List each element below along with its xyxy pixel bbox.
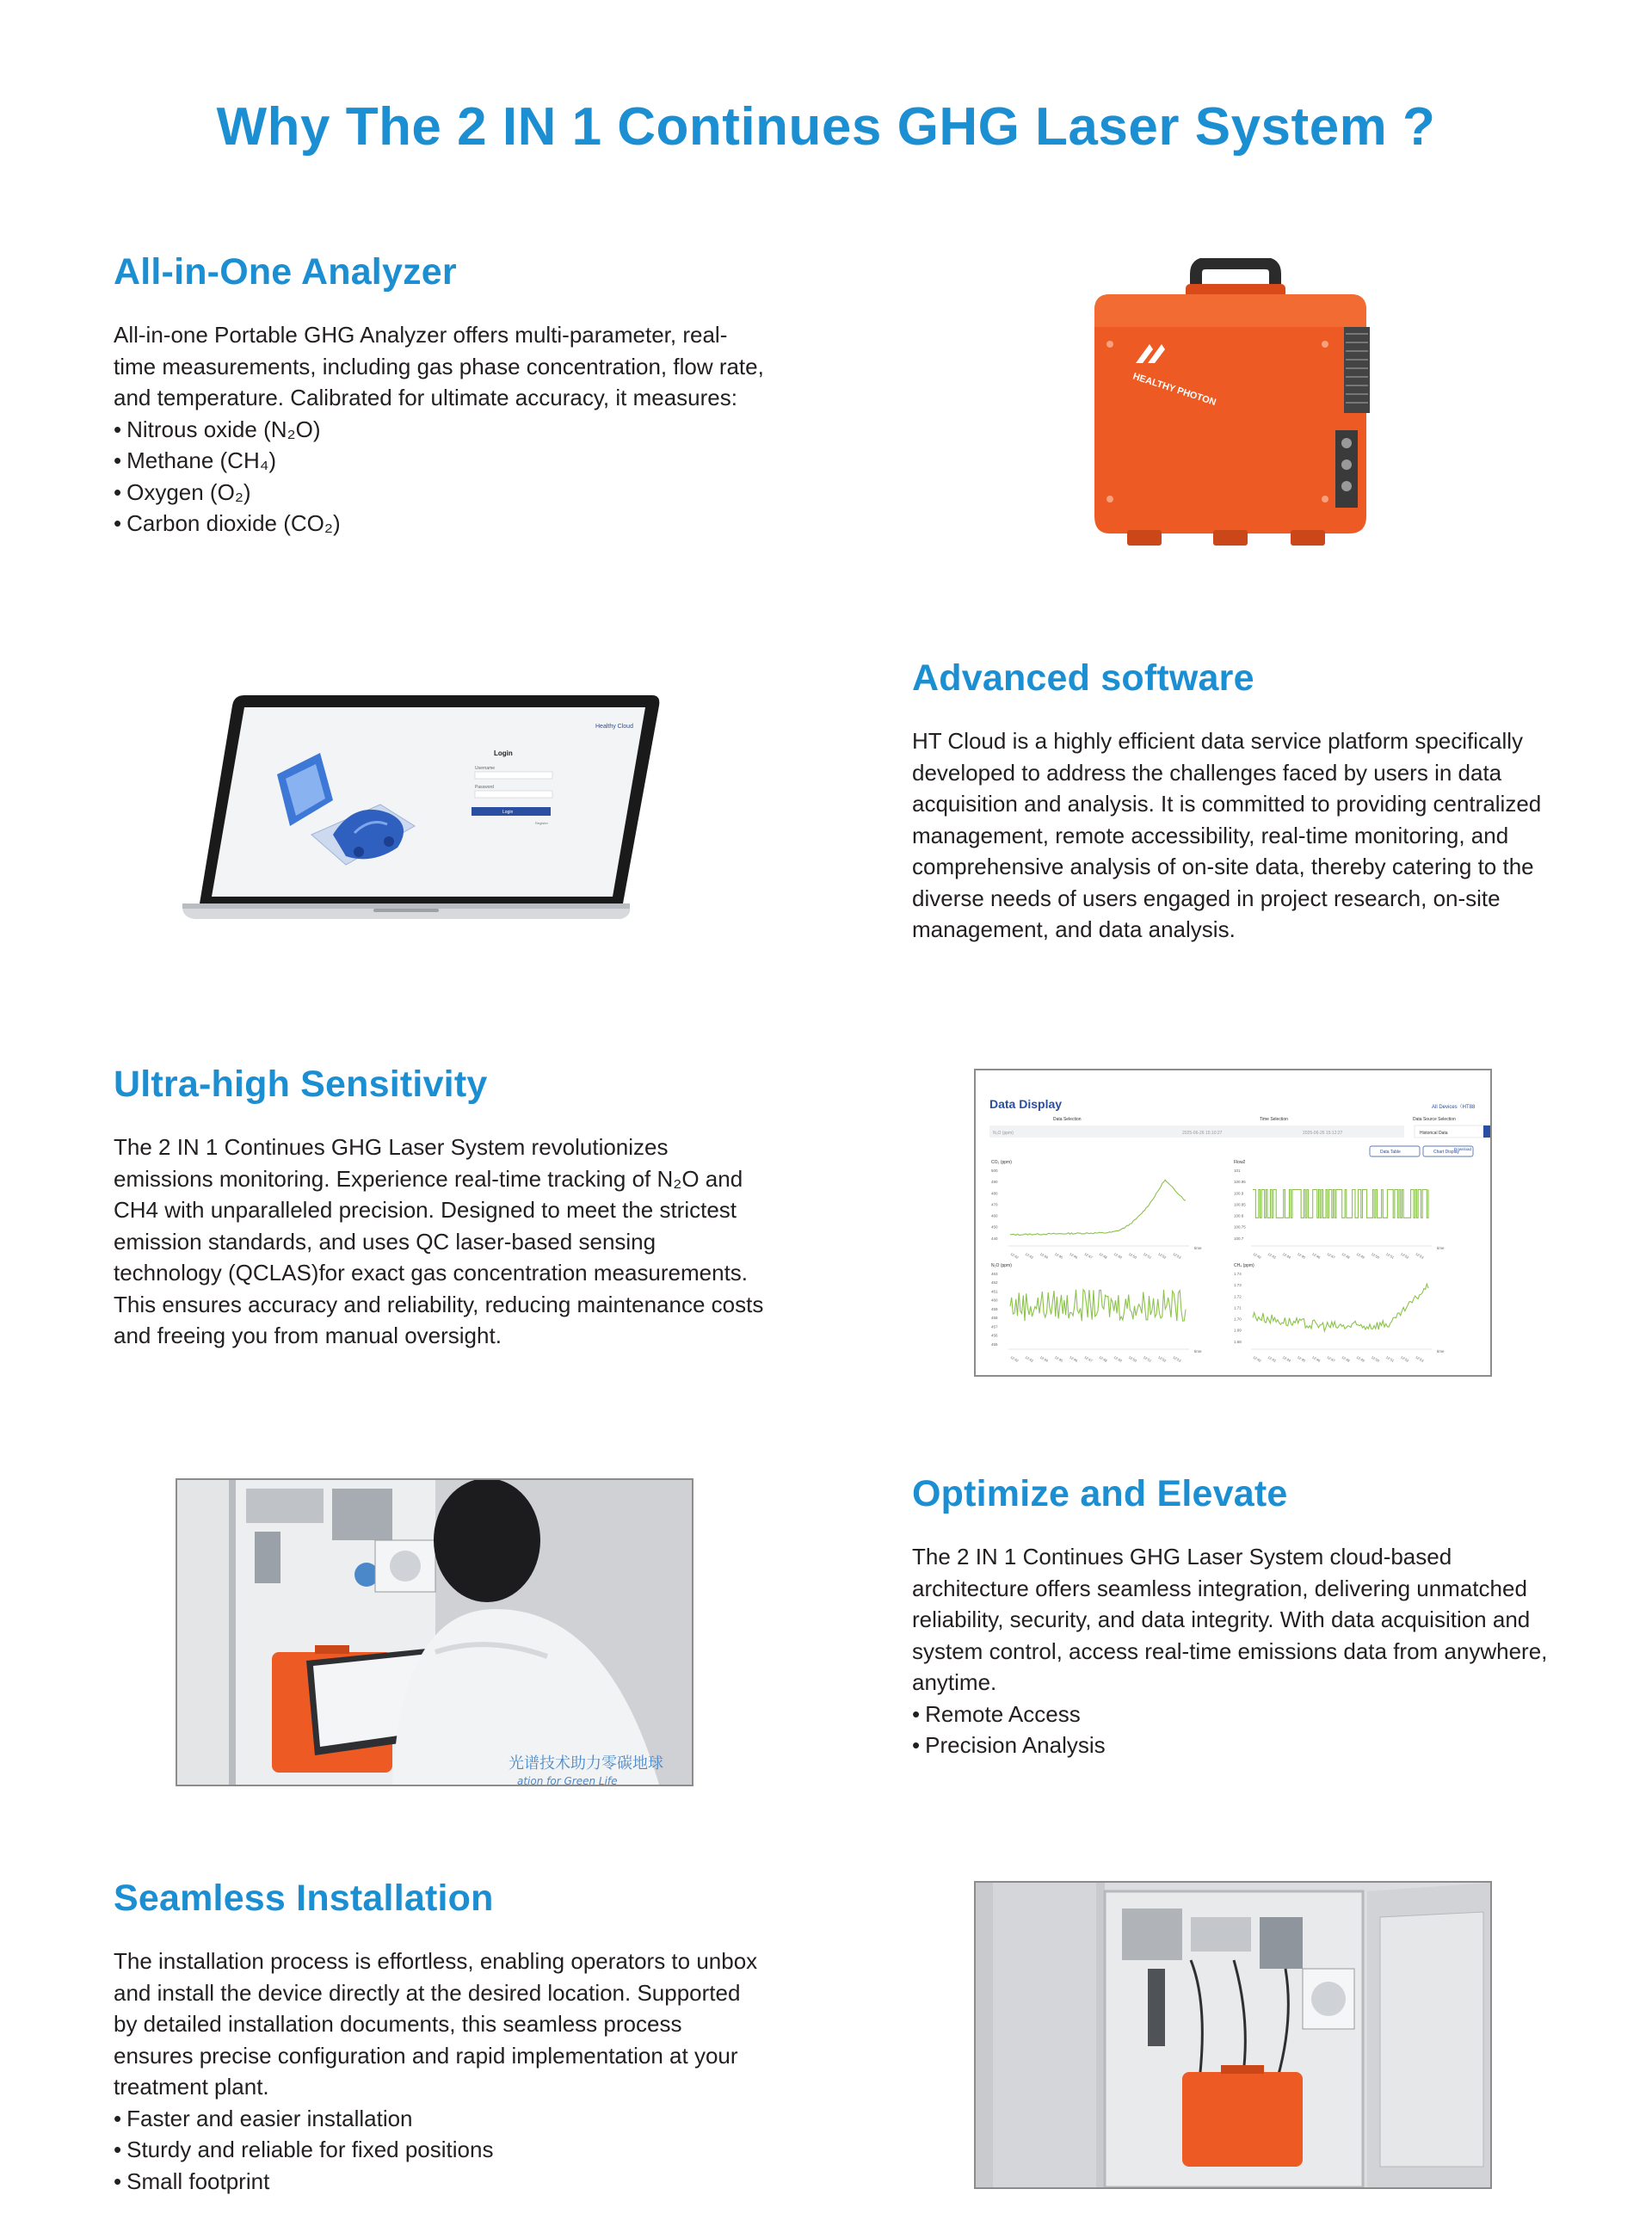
chart-x-tick: 12:44 xyxy=(1281,1251,1292,1260)
chart-x-tick: 12:46 xyxy=(1311,1251,1322,1260)
section-paragraph: The 2 IN 1 Continues GHG Laser System cloud-based architecture offers seamless integration, delivering unmatched reliability, security, and data integrity. With data acquisition and system control, access real-time emissions data from anywhere, anytime. xyxy=(912,1544,1548,1695)
dashboard-device: All Devices（HT88 xyxy=(1432,1105,1476,1110)
chart-x-tick: 12:53 xyxy=(1172,1354,1182,1363)
analyzer-case-drawing xyxy=(1076,258,1385,559)
section-paragraph: All-in-one Portable GHG Analyzer offers multi-parameter, real-time measurements, including gas phase concentration, flow rate, and temperature. Calibrated for ultimate accuracy, it measures: xyxy=(114,322,764,410)
chart-y-tick: 1.72 xyxy=(1234,1294,1242,1299)
installation-drawing xyxy=(976,1883,1490,2187)
chart-y-tick: 455 xyxy=(991,1341,998,1347)
chart-x-tick: 12:43 xyxy=(1267,1354,1277,1363)
chart-y-tick: 440 xyxy=(991,1236,998,1241)
section-heading: Advanced software xyxy=(912,657,1254,699)
bullet-item: • Sturdy and reliable for fixed positions xyxy=(114,2134,767,2166)
installation-photo xyxy=(974,1881,1492,2189)
bullet-item: • Oxygen (O₂) xyxy=(114,477,767,509)
chart-x-tick: 12:52 xyxy=(1157,1354,1168,1363)
bullet-item: • Faster and easier installation xyxy=(114,2103,767,2135)
chart-x-tick: 12:50 xyxy=(1370,1354,1381,1363)
chart-x-unit: time xyxy=(1437,1246,1445,1250)
chart-y-tick: 1.74 xyxy=(1234,1272,1242,1276)
chart-x-tick: 12:46 xyxy=(1069,1354,1079,1363)
dashboard-data-value: N₂O (ppm) xyxy=(993,1131,1014,1136)
chart-y-tick: 480 xyxy=(991,1191,998,1196)
chart-x-unit: time xyxy=(1194,1349,1202,1354)
chart-label: CO₂ (ppm) xyxy=(991,1160,1012,1165)
chart-y-tick: 100.85 xyxy=(1234,1202,1246,1207)
section-paragraph: The installation process is effortless, enabling operators to unbox and install the device directly at the desired location. Supported by detailed installation documents, this seamless process ensures precise configuration and rapid implementation at your treatment plant. xyxy=(114,1948,758,2100)
chart-y-tick: 1.71 xyxy=(1234,1305,1242,1310)
chart-x-tick: 12:53 xyxy=(1415,1354,1425,1363)
bullet-item: • Carbon dioxide (CO₂) xyxy=(114,508,767,540)
chart-x-tick: 12:48 xyxy=(1098,1354,1108,1363)
chart-y-tick: 460 xyxy=(991,1298,998,1303)
chart-y-tick: 460 xyxy=(991,1213,998,1218)
section-heading: Optimize and Elevate xyxy=(912,1473,1288,1514)
chart-series-line xyxy=(1253,1190,1428,1218)
section-paragraph: HT Cloud is a highly efficient data service platform specifically developed to address the challenges faced by users in data acquisition and analysis. It is committed to providing centralized management, remote accessibility, real-time monitoring, and comprehensive analysis of on-site data, thereby catering to the diverse needs of users engaged in project research, on-site management, and data analysis. xyxy=(912,728,1542,942)
chart-x-tick: 12:48 xyxy=(1341,1251,1351,1260)
chart-label: N₂O (ppm) xyxy=(991,1263,1012,1268)
dashboard-col-source: Data Source Selection xyxy=(1413,1117,1456,1122)
section-heading: Seamless Installation xyxy=(114,1878,494,1919)
chart-y-tick: 100.7 xyxy=(1234,1236,1244,1241)
laptop-password-label: Password xyxy=(475,785,494,790)
shirt-text-secondary: ation for Green Life xyxy=(517,1775,618,1785)
shirt-text: 光谱技术助力零碳地球 xyxy=(509,1754,663,1773)
chart-x-tick: 12:43 xyxy=(1024,1251,1034,1260)
dashboard-btn-chart: Chart Display xyxy=(1433,1150,1460,1155)
chart-x-tick: 12:44 xyxy=(1039,1251,1050,1260)
chart-x-tick: 12:44 xyxy=(1281,1354,1292,1363)
chart-series-line xyxy=(1253,1284,1428,1331)
bullet-item: • Precision Analysis xyxy=(912,1730,1566,1761)
chart-x-tick: 12:51 xyxy=(1385,1251,1396,1260)
chart-label: CH₄ (ppm) xyxy=(1234,1263,1254,1268)
chart-x-tick: 12:42 xyxy=(1252,1354,1262,1363)
chart-y-tick: 450 xyxy=(991,1224,998,1230)
dashboard-charts xyxy=(991,1160,1445,1363)
chart-label: Flow2 xyxy=(1234,1160,1246,1165)
section-heading: All-in-One Analyzer xyxy=(114,251,457,293)
dashboard-col-data: Data Selection xyxy=(1053,1117,1082,1122)
chart-x-tick: 12:48 xyxy=(1341,1354,1351,1363)
section-optimize-elevate xyxy=(912,1473,1566,1761)
chart-y-tick: 100.75 xyxy=(1234,1224,1246,1230)
chart-x-tick: 12:42 xyxy=(1009,1354,1020,1363)
chart-y-tick: 459 xyxy=(991,1306,998,1311)
chart-x-tick: 12:50 xyxy=(1127,1251,1138,1260)
laptop-username-label: Username xyxy=(475,766,496,771)
chart-x-tick: 12:42 xyxy=(1009,1251,1020,1260)
chart-x-tick: 12:49 xyxy=(1113,1251,1123,1260)
dashboard-drawing xyxy=(976,1070,1490,1375)
chart-x-tick: 12:43 xyxy=(1267,1251,1277,1260)
section-heading: Ultra-high Sensitivity xyxy=(114,1064,488,1105)
bullet-item: • Small footprint xyxy=(114,2166,767,2198)
chart-x-tick: 12:47 xyxy=(1083,1251,1094,1260)
chart-x-tick: 12:46 xyxy=(1069,1251,1079,1260)
chart-x-tick: 12:45 xyxy=(1297,1251,1307,1260)
chart-x-tick: 12:53 xyxy=(1415,1251,1425,1260)
chart-x-unit: time xyxy=(1437,1349,1445,1354)
chart-y-tick: 457 xyxy=(991,1324,998,1329)
chart-y-tick: 463 xyxy=(991,1272,998,1276)
laptop-drawing xyxy=(182,688,664,938)
bullet-item: • Remote Access xyxy=(912,1699,1566,1730)
dashboard-source-value: Historical Data xyxy=(1420,1131,1448,1136)
chart-x-tick: 12:44 xyxy=(1039,1354,1050,1363)
chart-x-tick: 12:52 xyxy=(1400,1354,1410,1363)
chart-x-unit: time xyxy=(1194,1246,1202,1250)
chart-x-tick: 12:50 xyxy=(1127,1354,1138,1363)
section-all-in-one xyxy=(114,251,767,540)
chart-x-tick: 12:45 xyxy=(1297,1354,1307,1363)
chart-y-tick: 500 xyxy=(991,1169,998,1173)
chart-series-line xyxy=(1010,1290,1186,1321)
section-ultra-high-sensitivity xyxy=(114,1064,767,1352)
analyzer-case-image xyxy=(1076,258,1385,559)
chart-x-tick: 12:51 xyxy=(1143,1251,1153,1260)
section-paragraph: The 2 IN 1 Continues GHG Laser System revolutionizes emissions monitoring. Experience real-time tracking of N₂O and CH4 with unparalleled precision. Designed to meet the strictest emission standards, and uses QC laser-based sensing technology (QCLAS)for exact gas concentration measurements. This ensures accuracy and reliability, reducing maintenance costs and freeing you from manual oversight. xyxy=(114,1134,764,1348)
technician-photo xyxy=(176,1478,693,1786)
chart-y-tick: 1.69 xyxy=(1234,1328,1242,1333)
chart-y-tick: 100.8 xyxy=(1234,1213,1244,1218)
chart-x-tick: 12:47 xyxy=(1326,1354,1336,1363)
chart-x-tick: 12:51 xyxy=(1385,1354,1396,1363)
dashboard-screenshot xyxy=(974,1069,1492,1377)
chart-x-tick: 12:53 xyxy=(1172,1251,1182,1260)
chart-y-tick: 1.68 xyxy=(1234,1339,1242,1344)
chart-x-tick: 12:52 xyxy=(1400,1251,1410,1260)
dashboard-time-end: 2025-06-26 15:12:27 xyxy=(1303,1131,1343,1136)
chart-x-tick: 12:51 xyxy=(1143,1354,1153,1363)
bullet-list xyxy=(912,1699,1566,1761)
dashboard-col-time: Time Selection xyxy=(1260,1117,1288,1122)
dashboard-title: Data Display xyxy=(989,1097,1063,1111)
chart-y-tick: 458 xyxy=(991,1316,998,1321)
chart-x-tick: 12:45 xyxy=(1054,1251,1064,1260)
dashboard-btn-table: Data Table xyxy=(1380,1150,1401,1155)
chart-x-tick: 12:49 xyxy=(1355,1251,1365,1260)
bullet-list xyxy=(114,2103,767,2198)
bullet-item: • Methane (CH₄) xyxy=(114,445,767,477)
technician-drawing xyxy=(177,1480,692,1785)
chart-x-tick: 12:47 xyxy=(1326,1251,1336,1260)
chart-x-tick: 12:45 xyxy=(1054,1354,1064,1363)
chart-x-tick: 12:48 xyxy=(1098,1251,1108,1260)
chart-y-tick: 1.70 xyxy=(1234,1317,1242,1322)
chart-y-tick: 101 xyxy=(1234,1169,1241,1173)
chart-y-tick: 490 xyxy=(991,1180,998,1185)
laptop-image xyxy=(182,688,664,938)
page-title: Why The 2 IN 1 Continues GHG Laser System ? xyxy=(216,97,1436,157)
chart-x-tick: 12:50 xyxy=(1370,1251,1381,1260)
chart-x-tick: 12:49 xyxy=(1355,1354,1365,1363)
dashboard-btn-download: Download xyxy=(1454,1147,1472,1151)
case-logo-text: HEALTHY PHOTON xyxy=(1131,371,1217,409)
laptop-login-title: Login xyxy=(494,749,513,757)
chart-x-tick: 12:42 xyxy=(1252,1251,1262,1260)
chart-x-tick: 12:46 xyxy=(1311,1354,1322,1363)
chart-y-tick: 1.73 xyxy=(1234,1283,1242,1288)
chart-x-tick: 12:43 xyxy=(1024,1354,1034,1363)
chart-y-tick: 100.95 xyxy=(1234,1180,1246,1185)
bullet-list xyxy=(114,414,767,540)
section-advanced-software xyxy=(912,657,1566,946)
laptop-register-link: Register xyxy=(535,821,548,825)
bullet-item: • Nitrous oxide (N₂O) xyxy=(114,414,767,446)
chart-y-tick: 456 xyxy=(991,1333,998,1338)
chart-x-tick: 12:47 xyxy=(1083,1354,1094,1363)
chart-y-tick: 462 xyxy=(991,1280,998,1286)
chart-y-tick: 461 xyxy=(991,1289,998,1294)
laptop-login-button: Login xyxy=(502,810,514,815)
chart-series-line xyxy=(1010,1180,1186,1235)
section-seamless-installation xyxy=(114,1878,767,2197)
chart-y-tick: 470 xyxy=(991,1202,998,1207)
chart-y-tick: 100.9 xyxy=(1234,1191,1244,1196)
chart-x-tick: 12:49 xyxy=(1113,1354,1123,1363)
dashboard-time-start: 2025-06-26 15:10:27 xyxy=(1182,1131,1223,1136)
laptop-brand-text: Healthy Cloud xyxy=(595,724,633,730)
chart-x-tick: 12:52 xyxy=(1157,1251,1168,1260)
